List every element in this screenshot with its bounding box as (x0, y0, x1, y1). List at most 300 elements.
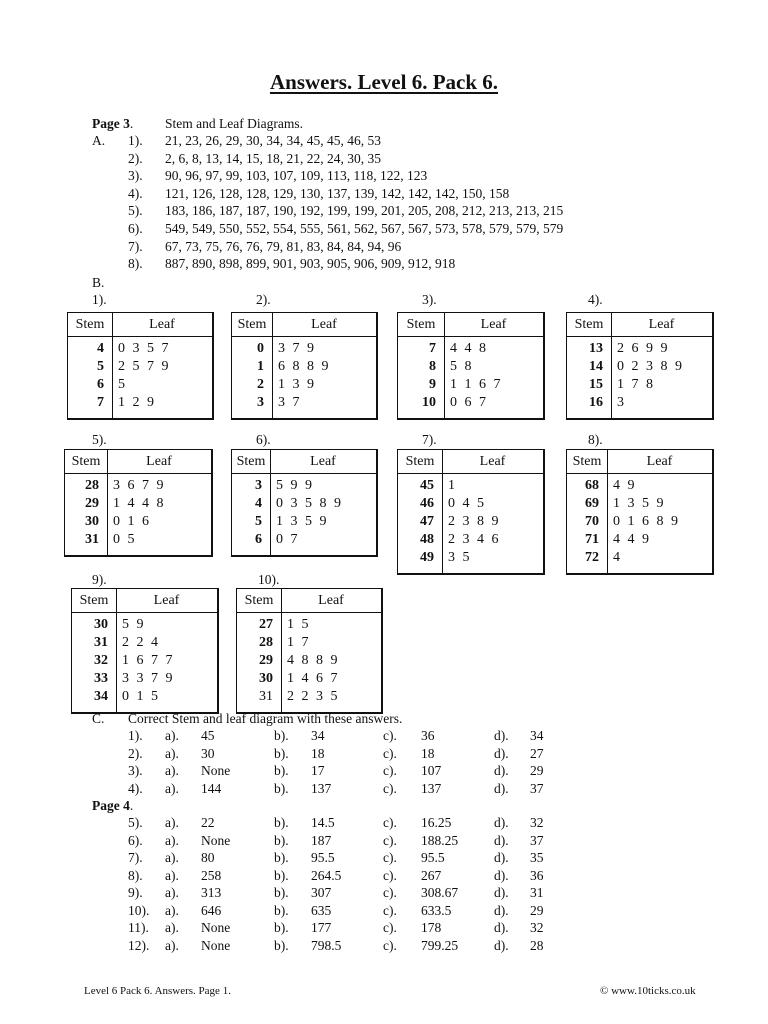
c-part-d-letter: d). (494, 780, 509, 796)
leaf-cell (122, 634, 216, 652)
stem-value: 72 (585, 550, 599, 565)
column-divider (444, 313, 445, 418)
a-answer-number: 6). (128, 221, 143, 236)
c-question-number: 8). (128, 867, 143, 883)
c-part-d-letter: d). (494, 832, 509, 848)
leaf-cell (617, 394, 711, 412)
leaf-values: 0 7 (276, 532, 298, 547)
stem-leaf-table (397, 449, 545, 575)
stem-cell (65, 513, 99, 531)
a-answer-values: 67, 73, 75, 76, 76, 79, 81, 83, 84, 84, 94, 96 (165, 238, 402, 254)
stem-cell (72, 688, 108, 706)
stem-cell (237, 688, 273, 706)
c-part-b-letter: b). (274, 937, 289, 953)
c-part-d-answer: 37 (530, 780, 544, 796)
stem-header: Stem (75, 317, 105, 332)
c-part-b-answer: 18 (311, 745, 325, 761)
c-part-d-letter: d). (494, 815, 509, 830)
c-part-b-answer: 187 (311, 832, 332, 848)
stem-cell (398, 358, 436, 376)
c-part-b-answer: 137 (311, 780, 332, 796)
stem-cell (65, 531, 99, 549)
leaf-cell (613, 531, 711, 549)
stem-value: 31 (85, 532, 99, 547)
stem-value: 28 (259, 635, 273, 650)
c-part-d-answer: 27 (530, 745, 544, 761)
leaf-cell (287, 670, 380, 688)
c-part-a-answer: 45 (201, 728, 215, 743)
leaf-header: Leaf (310, 454, 336, 469)
c-part-d-letter: d). (494, 902, 509, 918)
c-question-number: 2). (128, 745, 143, 761)
stem-value: 45 (420, 478, 434, 493)
c-question-number: 11). (128, 920, 149, 935)
leaf-cell (118, 358, 211, 376)
c-part-a-letter: a). (165, 745, 179, 761)
stem-value: 28 (85, 478, 99, 493)
table-header (72, 589, 217, 613)
c-part-d-letter: d). (494, 728, 509, 743)
stem-cell (567, 376, 603, 394)
stem-cell (398, 376, 436, 394)
stem-cell (398, 549, 434, 567)
leaf-header: Leaf (149, 317, 175, 332)
stem-value: 30 (94, 617, 108, 632)
c-question-number: 4). (128, 780, 143, 796)
stem-cell (232, 394, 264, 412)
section-c-label: C. (92, 711, 105, 726)
a-answer-values: 90, 96, 97, 99, 103, 107, 109, 113, 118, 122, 123 (165, 168, 428, 184)
stem-value: 32 (94, 653, 108, 668)
leaf-values: 1 7 8 (617, 377, 653, 392)
c-part-b-letter: b). (274, 763, 289, 778)
leaf-cell (613, 513, 711, 531)
c-question-number: 6). (128, 832, 143, 848)
leaf-header: Leaf (479, 454, 506, 469)
diagram-label: 3). (422, 292, 437, 307)
leaf-header: Leaf (648, 317, 675, 332)
c-part-b-letter: b). (274, 867, 289, 883)
c-part-d-answer: 36 (530, 867, 544, 883)
diagram-label: 1). (92, 292, 107, 307)
leaf-values: 5 8 (450, 359, 472, 374)
section-b-label: B. (92, 275, 105, 290)
leaf-values: 3 7 9 (278, 341, 314, 356)
leaf-values: 0 3 5 8 9 (276, 496, 341, 511)
leaf-cell (448, 549, 542, 567)
c-part-b-answer: 635 (311, 902, 332, 918)
c-part-c-answer: 188.25 (421, 832, 459, 848)
leaf-header: Leaf (153, 593, 180, 608)
c-part-d-answer: 37 (530, 832, 544, 848)
stem-header: Stem (79, 593, 109, 608)
leaf-cell (276, 513, 375, 531)
stem-value: 68 (585, 478, 599, 493)
a-answer-number: 4). (128, 185, 143, 201)
c-part-a-answer: 258 (201, 867, 222, 883)
diagram-label: 8). (588, 432, 603, 447)
leaf-values: 1 3 5 9 (613, 496, 664, 511)
leaf-values: 1 4 4 8 (113, 496, 164, 511)
leaf-values: 2 2 4 (122, 635, 158, 650)
diagram-label: 2). (256, 292, 271, 307)
column-divider (116, 589, 117, 712)
leaf-values: 4 (613, 550, 620, 565)
c-part-a-letter: a). (165, 763, 179, 778)
leaf-values: 1 5 (287, 617, 309, 632)
stem-value: 10 (422, 395, 436, 410)
c-part-a-answer: None (201, 763, 231, 778)
stem-cell (232, 358, 264, 376)
stem-value: 5 (97, 359, 104, 374)
leaf-values: 6 8 8 9 (278, 359, 329, 374)
stem-cell (68, 376, 104, 394)
c-part-b-answer: 95.5 (311, 850, 335, 865)
leaf-values: 4 4 8 (450, 341, 486, 356)
c-part-c-letter: c). (383, 728, 397, 743)
leaf-cell (122, 652, 216, 670)
stem-value: 7 (97, 395, 104, 410)
c-part-c-letter: c). (383, 867, 397, 883)
c-part-a-answer: None (201, 920, 231, 935)
stem-cell (237, 616, 273, 634)
diagram-label: 10). (258, 572, 280, 587)
c-part-b-letter: b). (274, 885, 289, 900)
stem-cell (237, 652, 273, 670)
c-part-b-answer: 307 (311, 885, 332, 900)
c-part-c-answer: 18 (421, 745, 435, 761)
stem-value: 71 (585, 532, 599, 547)
c-question-number: 10). (128, 902, 150, 918)
c-part-b-letter: b). (274, 920, 289, 935)
c-part-c-answer: 267 (421, 867, 442, 883)
c-part-d-answer: 34 (530, 728, 544, 743)
stem-cell (398, 477, 434, 495)
leaf-values: 1 3 9 (278, 377, 314, 392)
c-question-number: 3). (128, 763, 143, 778)
stem-cell (65, 495, 99, 513)
c-part-c-answer: 16.25 (421, 815, 452, 830)
leaf-cell (450, 358, 542, 376)
stem-cell (567, 340, 603, 358)
c-part-c-answer: 633.5 (421, 902, 452, 918)
leaf-cell (613, 477, 711, 495)
c-part-a-letter: a). (165, 867, 179, 883)
stem-value: 6 (255, 532, 262, 547)
c-part-b-letter: b). (274, 832, 289, 848)
c-part-d-answer: 29 (530, 902, 544, 918)
stem-value: 69 (585, 496, 599, 511)
stem-value: 4 (97, 341, 104, 356)
column-divider (611, 313, 612, 418)
stem-value: 5 (255, 514, 262, 529)
stem-value: 3 (255, 478, 262, 493)
table-header (232, 450, 376, 474)
a-answer-number: 2). (128, 150, 143, 166)
stem-value: 31 (94, 635, 108, 650)
c-part-b-answer: 34 (311, 728, 325, 743)
leaf-values: 1 4 6 7 (287, 671, 338, 686)
leaf-values: 1 6 7 7 (122, 653, 173, 668)
stem-leaf-table (64, 449, 213, 557)
page-4-label: Page 4. (92, 798, 134, 813)
stem-cell (232, 340, 264, 358)
c-question-number: 5). (128, 815, 143, 830)
stem-header: Stem (405, 454, 435, 469)
stem-cell (567, 495, 599, 513)
c-part-c-answer: 799.25 (421, 937, 459, 953)
a-answer-number: 7). (128, 238, 143, 254)
leaf-cell (278, 340, 375, 358)
stem-value: 34 (94, 689, 108, 704)
leaf-values: 0 2 3 8 9 (617, 359, 682, 374)
column-divider (107, 450, 108, 555)
c-part-a-letter: a). (165, 832, 179, 848)
a-answer-values: 549, 549, 550, 552, 554, 555, 561, 562, 567, 567, 573, 578, 579, 579, 579 (165, 221, 564, 236)
c-part-c-letter: c). (383, 832, 397, 848)
leaf-header: Leaf (318, 593, 344, 608)
c-part-a-letter: a). (165, 815, 179, 830)
leaf-cell (122, 616, 216, 634)
stem-cell (232, 376, 264, 394)
leaf-values: 1 1 6 7 (450, 377, 501, 392)
leaf-values: 0 5 (113, 532, 135, 547)
leaf-values: 2 3 4 6 (448, 532, 499, 547)
leaf-values: 5 (118, 377, 125, 392)
stem-header: Stem (71, 454, 101, 469)
a-answer-values: 887, 890, 898, 899, 901, 903, 905, 906, 909, 912, 918 (165, 256, 456, 272)
c-part-d-answer: 32 (530, 815, 544, 830)
leaf-cell (448, 513, 542, 531)
stem-value: 1 (257, 359, 264, 374)
stem-value: 7 (429, 341, 436, 356)
leaf-values: 0 6 7 (450, 395, 486, 410)
stem-leaf-table (397, 312, 545, 420)
c-part-a-letter: a). (165, 780, 179, 796)
stem-value: 3 (257, 395, 264, 410)
leaf-cell (276, 477, 375, 495)
stem-value: 14 (589, 359, 603, 374)
c-part-c-answer: 178 (421, 920, 442, 935)
stem-value: 16 (589, 395, 603, 410)
leaf-cell (448, 495, 542, 513)
stem-header: Stem (244, 593, 274, 608)
c-part-a-letter: a). (165, 920, 179, 935)
leaf-cell (450, 376, 542, 394)
page-title: Answers. Level 6. Pack 6. (269, 70, 499, 94)
table-header (567, 313, 712, 337)
leaf-values: 0 1 5 (122, 689, 158, 704)
stem-value: 33 (94, 671, 108, 686)
leaf-cell (450, 340, 542, 358)
a-answer-values: 21, 23, 26, 29, 30, 34, 34, 45, 45, 46, 53 (165, 133, 381, 148)
a-answer-values: 183, 186, 187, 187, 190, 192, 199, 199, 201, 205, 208, 212, 213, 213, 215 (165, 203, 564, 219)
leaf-cell (278, 394, 375, 412)
stem-value: 4 (255, 496, 262, 511)
stem-cell (398, 495, 434, 513)
table-header (68, 313, 212, 337)
leaf-values: 3 (617, 395, 624, 410)
c-part-d-answer: 31 (530, 885, 544, 900)
c-part-c-letter: c). (383, 815, 397, 830)
leaf-cell (122, 670, 216, 688)
leaf-header: Leaf (646, 454, 673, 469)
stem-value: 49 (420, 550, 434, 565)
stem-value: 70 (585, 514, 599, 529)
c-part-c-letter: c). (383, 885, 397, 900)
c-part-c-answer: 308.67 (421, 885, 459, 900)
column-divider (442, 450, 443, 573)
leaf-values: 1 (448, 478, 455, 493)
a-answer-number: 8). (128, 256, 143, 272)
stem-leaf-table (566, 312, 714, 420)
leaf-cell (278, 376, 375, 394)
c-part-a-answer: 80 (201, 850, 215, 865)
stem-cell (398, 394, 436, 412)
stem-cell (72, 652, 108, 670)
c-question-number: 9). (128, 885, 143, 900)
diagram-label: 7). (422, 432, 437, 447)
leaf-values: 2 5 7 9 (118, 359, 169, 374)
stem-cell (567, 358, 603, 376)
stem-cell (72, 616, 108, 634)
stem-cell (232, 531, 262, 549)
leaf-values: 3 3 7 9 (122, 671, 173, 686)
c-part-b-letter: b). (274, 745, 289, 761)
table-header (65, 450, 211, 474)
leaf-values: 1 2 9 (118, 395, 154, 410)
c-part-a-letter: a). (165, 937, 179, 953)
leaf-cell (287, 652, 380, 670)
c-part-b-answer: 17 (311, 763, 325, 778)
c-part-c-letter: c). (383, 763, 397, 778)
c-part-b-letter: b). (274, 902, 289, 918)
stem-cell (398, 340, 436, 358)
column-divider (112, 313, 113, 418)
stem-cell (68, 340, 104, 358)
section-c-heading: Correct Stem and leaf diagram with these answers. (128, 711, 403, 726)
leaf-values: 1 3 5 9 (276, 514, 327, 529)
stem-value: 27 (259, 617, 273, 632)
a-answer-values: 2, 6, 8, 13, 14, 15, 18, 21, 22, 24, 30, 35 (165, 150, 381, 166)
c-part-d-letter: d). (494, 763, 509, 778)
table-header (567, 450, 712, 474)
diagram-label: 6). (256, 432, 271, 447)
leaf-values: 3 6 7 9 (113, 478, 164, 493)
c-part-b-answer: 798.5 (311, 937, 342, 953)
c-part-d-letter: d). (494, 920, 509, 935)
leaf-values: 3 5 (448, 550, 470, 565)
stem-cell (68, 394, 104, 412)
c-part-b-answer: 177 (311, 920, 332, 935)
column-divider (270, 450, 271, 555)
stem-leaf-table (231, 449, 378, 557)
c-part-d-letter: d). (494, 867, 509, 883)
leaf-cell (118, 376, 211, 394)
c-part-c-answer: 95.5 (421, 850, 445, 865)
leaf-cell (613, 495, 711, 513)
c-question-number: 12). (128, 937, 150, 953)
leaf-cell (287, 634, 380, 652)
stem-cell (72, 634, 108, 652)
c-part-a-answer: None (201, 937, 231, 953)
leaf-cell (617, 358, 711, 376)
c-part-a-letter: a). (165, 885, 179, 900)
stem-value: 29 (85, 496, 99, 511)
leaf-values: 0 4 5 (448, 496, 484, 511)
c-part-c-answer: 36 (421, 728, 435, 743)
leaf-values: 2 2 3 5 (287, 689, 338, 704)
stem-value: 31 (259, 689, 273, 704)
column-divider (607, 450, 608, 573)
leaf-cell (118, 394, 211, 412)
leaf-cell (448, 477, 542, 495)
stem-cell (65, 477, 99, 495)
c-part-b-answer: 14.5 (311, 815, 335, 830)
page-3-label: Page 3. (92, 116, 134, 131)
c-part-d-answer: 29 (530, 763, 544, 778)
c-part-d-answer: 28 (530, 937, 544, 953)
c-part-d-letter: d). (494, 937, 509, 953)
c-part-c-answer: 137 (421, 780, 442, 796)
c-part-c-letter: c). (383, 780, 397, 796)
leaf-cell (450, 394, 542, 412)
footer-left: Level 6 Pack 6. Answers. Page 1. (84, 985, 231, 997)
diagram-label: 4). (588, 292, 603, 307)
c-part-a-answer: 144 (201, 780, 222, 796)
a-answer-number: 5). (128, 203, 143, 219)
stem-cell (567, 531, 599, 549)
stem-value: 48 (420, 532, 434, 547)
stem-cell (72, 670, 108, 688)
stem-cell (567, 513, 599, 531)
leaf-values: 1 7 (287, 635, 309, 650)
stem-leaf-table (236, 588, 383, 714)
leaf-values: 4 4 9 (613, 532, 649, 547)
leaf-cell (448, 531, 542, 549)
stem-cell (567, 549, 599, 567)
c-part-d-letter: d). (494, 885, 509, 900)
stem-value: 8 (429, 359, 436, 374)
c-part-a-answer: 313 (201, 885, 222, 900)
leaf-header: Leaf (311, 317, 337, 332)
c-part-c-letter: c). (383, 850, 397, 865)
c-part-a-letter: a). (165, 728, 179, 743)
stem-cell (232, 495, 262, 513)
stem-cell (68, 358, 104, 376)
stem-header: Stem (406, 317, 436, 332)
stem-value: 47 (420, 514, 434, 529)
a-answer-number: 3). (128, 168, 143, 184)
stem-leaf-table (231, 312, 378, 420)
stem-cell (232, 513, 262, 531)
diagram-label: 9). (92, 572, 107, 587)
section-heading: Stem and Leaf Diagrams. (165, 116, 303, 131)
leaf-cell (122, 688, 216, 706)
stem-header: Stem (236, 454, 266, 469)
stem-header: Stem (574, 317, 604, 332)
stem-value: 30 (259, 671, 273, 686)
stem-value: 46 (420, 496, 434, 511)
stem-cell (567, 477, 599, 495)
section-a-label: A. (92, 133, 106, 148)
c-part-d-letter: d). (494, 745, 509, 761)
c-part-d-answer: 32 (530, 920, 544, 935)
stem-cell (398, 513, 434, 531)
stem-header: Stem (237, 317, 267, 332)
c-part-b-letter: b). (274, 850, 289, 865)
c-part-a-answer: None (201, 832, 231, 848)
